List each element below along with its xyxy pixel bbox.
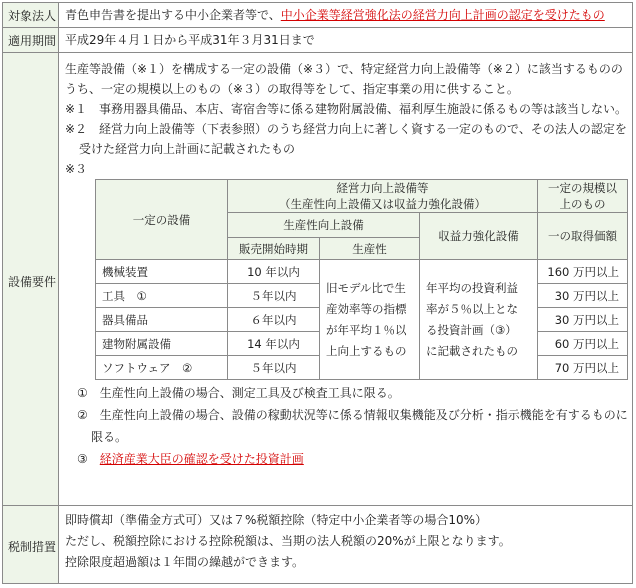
sales-period: ５年以内 (228, 284, 320, 308)
note-1: ※１ 事務用器具備品、本店、寄宿舎等に係る建物附属設備、福利厚生施設に係るもの等は該当しない。 (65, 102, 628, 116)
note-2-line2: 受けた経営力向上計画に記載されたもの (79, 142, 296, 156)
note-2-line1: ※２ 経営力向上設備等（下表参照）のうち経営力向上に著しく資する一定のもので、その法人の認定を (65, 122, 627, 136)
table-row (96, 260, 628, 284)
sales-period: 14 年以内 (228, 332, 320, 356)
label-tax: 税制措置 (3, 506, 59, 584)
footnote-2-line2: 限る。 (91, 430, 128, 444)
productivity-criteria: 旧モデル比で生 産効率等の指標 が年平均１％以 上向上するもの (320, 260, 420, 380)
row-tax (3, 506, 633, 584)
tax-line-2: ただし、税額控除における控除税額は、当期の法人税額の20%が上限となります。 (65, 534, 511, 548)
sales-period: 10 年以内 (228, 260, 320, 284)
head-sales-start: 販売開始時期 (228, 238, 320, 260)
acquisition-price: 160 万円以上 (538, 260, 628, 284)
head-productivity: 生産性向上設備 (228, 213, 420, 238)
acquisition-price: 70 万円以上 (538, 356, 628, 380)
period-text: 平成29年４月１日から平成31年３月31日まで (65, 33, 315, 47)
equipment-requirements-table (95, 179, 628, 380)
acquisition-price: 30 万円以上 (538, 308, 628, 332)
sales-period: ５年以内 (228, 356, 320, 380)
head-acquisition-price: 一の取得価額 (538, 213, 628, 260)
equipment-name: ソフトウェア ② (96, 356, 228, 380)
target-text: 青色申告書を提出する中小企業者等で、中小企業等経営強化法の経営力向上計画の認定を受けたもの (65, 8, 605, 22)
label-period: 適用期間 (3, 28, 59, 53)
acquisition-price: 30 万円以上 (538, 284, 628, 308)
investment-plan-link[interactable]: 経済産業大臣の確認を受けた投資計画 (99, 452, 304, 466)
footnote-2-line1: ② 生産性向上設備の場合、設備の稼動状況等に係る情報収集機能及び分析・指示機能を有するものに (77, 408, 628, 422)
note-3: ※３ (65, 162, 88, 176)
head-keiei: 経営力向上設備等 （生産性向上設備又は収益力強化設備） (228, 180, 538, 213)
incentive-summary-table (2, 2, 633, 584)
tax-line-3: 控除限度超過額は１年間の繰越ができます。 (65, 555, 305, 569)
acquisition-price: 60 万円以上 (538, 332, 628, 356)
target-certification-link[interactable]: 中小企業等経営強化法の経営力向上計画の認定を受けたもの (280, 8, 605, 22)
equipment-name: 器具備品 (96, 308, 228, 332)
footnote-1: ① 生産性向上設備の場合、測定工具及び検査工具に限る。 (77, 386, 400, 400)
profitability-criteria: 年平均の投資利益 率が５％以上とな る投資計画（③） に記載されたもの (420, 260, 538, 380)
row-period (3, 28, 633, 53)
head-equipment: 一定の設備 (96, 180, 228, 260)
head-profitability: 収益力強化設備 (420, 213, 538, 260)
equipment-para1-line2: うち、一定の規模以上のもの（※３）の取得等をして、指定事業の用に供すること。 (65, 82, 519, 96)
tax-line-1: 即時償却（準備金方式可）又は７%税額控除（特定中小企業者等の場合10%） (65, 513, 488, 527)
equipment-name: 工具 ① (96, 284, 228, 308)
label-target: 対象法人 (3, 3, 59, 28)
label-equipment: 設備要件 (3, 53, 59, 506)
row-equipment (3, 53, 633, 506)
equipment-name: 機械装置 (96, 260, 228, 284)
equipment-name: 建物附属設備 (96, 332, 228, 356)
row-target (3, 3, 633, 28)
footnote-3: ③ 経済産業大臣の確認を受けた投資計画 (77, 452, 304, 466)
head-productivity-sub: 生産性 (320, 238, 420, 260)
head-scale: 一定の規模以 上のもの (538, 180, 628, 213)
sales-period: ６年以内 (228, 308, 320, 332)
equipment-para1-line1: 生産等設備（※１）を構成する一定の設備（※３）で、特定経営力向上設備等（※２）に該当するものの (65, 62, 623, 76)
